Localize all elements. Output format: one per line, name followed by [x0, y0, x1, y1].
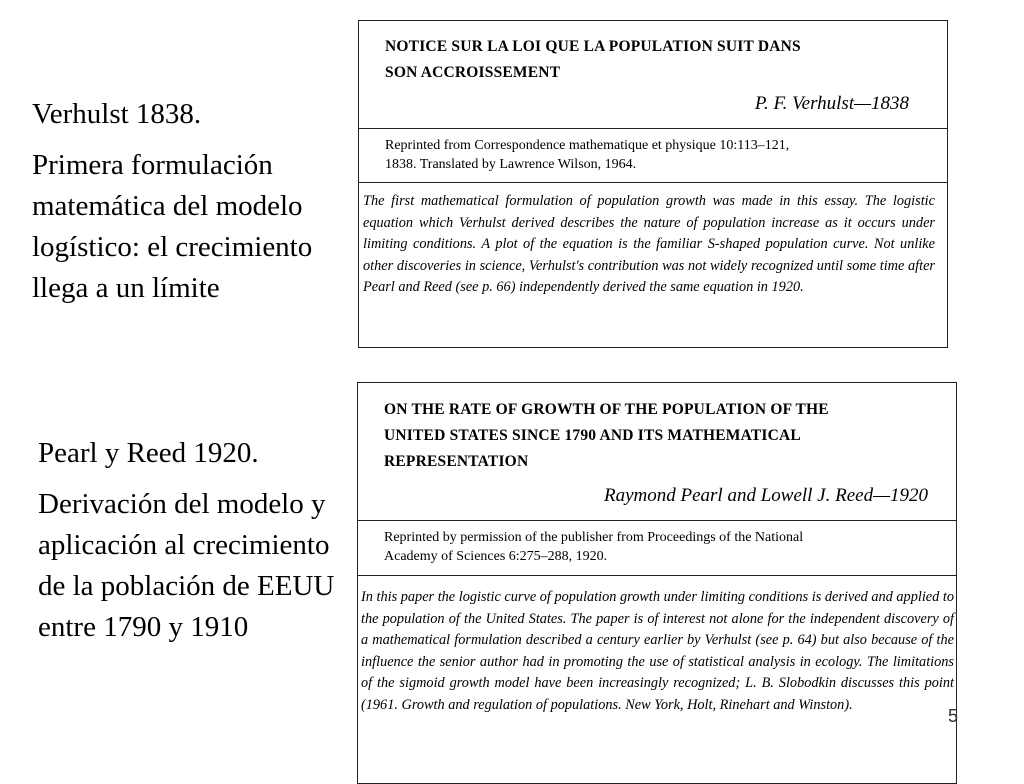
divider — [359, 128, 947, 129]
title-line: NOTICE SUR LA LOI QUE LA POPULATION SUIT DANS — [385, 38, 801, 55]
caption-verhulst — [32, 94, 332, 309]
verhulst-paper-author: P. F. Verhulst—1838 — [754, 93, 909, 114]
pearl-reed-paper-title — [384, 397, 944, 475]
caption-pearl-reed-body: Derivación del modelo y aplicación al crecimiento de la población de EEUU entre 1790 y 1910 — [38, 488, 335, 643]
reprint-line: Academy of Sciences 6:275–288, 1920. — [384, 549, 608, 564]
pearl-reed-reprint-note — [384, 528, 944, 566]
verhulst-abstract: The first mathematical formulation of population growth was made in this essay. The logistic equation which Verhulst derived describes the nature of population increase as it occurs under limiting conditions. A plot of the equation is the familiar S-shaped population curve. Not unlike other discoveries in science, Verhulst's contribution was not widely recognized until some time after Pearl and Reed (see p. 66) independently derived the same equation in 1920. — [363, 193, 935, 295]
pearl-reed-paper-author: Raymond Pearl and Lowell J. Reed—1920 — [603, 485, 928, 506]
divider — [358, 575, 956, 576]
pearl-reed-abstract: In this paper the logistic curve of population growth under limiting conditions is derived and applied to the population of the United States. The paper is of interest not alone for the independent discovery of a mathematical formulation described a century earlier by Verhulst (see p. 64) but also because of the influence the senior author had in promoting the use of statistical analysis in ecology. The limitations of the sigmoid growth model have been increasingly recognized; L. B. Slobodkin discusses this point (1961. Growth and regulation of populations. New York, Holt, Rinehart and Winston). — [361, 589, 954, 713]
caption-verhulst-heading: Verhulst 1838. — [32, 98, 202, 130]
divider — [359, 182, 947, 183]
reprint-line: Reprinted from Correspondence mathematique et physique 10:113–121, — [385, 138, 790, 153]
title-line: REPRESENTATION — [384, 453, 529, 470]
verhulst-reprint-note — [385, 136, 935, 174]
caption-verhulst-body: Primera formulación matemática del modelo logístico: el crecimiento llega a un límite — [32, 149, 313, 304]
reprint-line: Reprinted by permission of the publisher from Proceedings of the National — [384, 530, 804, 545]
title-line: SON ACCROISSEMENT — [385, 64, 561, 81]
verhulst-paper-title — [385, 34, 935, 86]
caption-pearl-reed-heading: Pearl y Reed 1920. — [38, 437, 259, 469]
verhulst-paper-clipping — [358, 20, 948, 348]
title-line: UNITED STATES SINCE 1790 AND ITS MATHEMATICAL — [384, 427, 801, 444]
caption-pearl-reed — [38, 433, 338, 648]
reprint-line: 1838. Translated by Lawrence Wilson, 1964. — [385, 157, 637, 172]
slide-page-number: 5 — [948, 706, 959, 726]
pearl-reed-paper-clipping — [357, 382, 957, 784]
title-line: ON THE RATE OF GROWTH OF THE POPULATION OF THE — [384, 401, 829, 418]
divider — [358, 520, 956, 521]
